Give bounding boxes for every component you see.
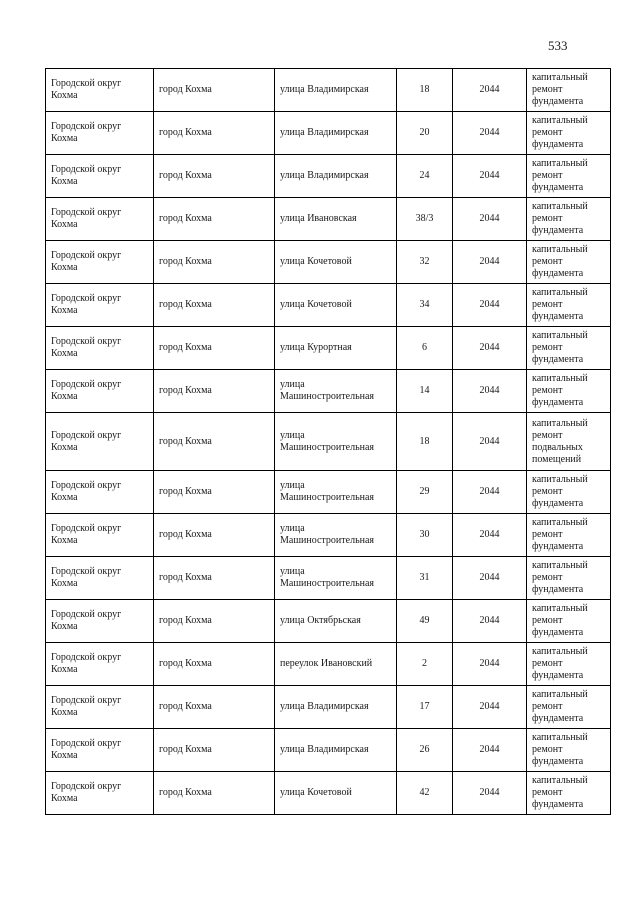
house-number-cell: 29	[397, 471, 453, 514]
house-number-cell: 30	[397, 514, 453, 557]
work-type-cell: капитальный ремонт фундамента	[527, 557, 611, 600]
city-cell: город Кохма	[154, 729, 275, 772]
district-cell: Городской округ Кохма	[46, 112, 154, 155]
year-cell: 2044	[453, 643, 527, 686]
city-cell: город Кохма	[154, 198, 275, 241]
street-cell: улица Кочетовой	[275, 241, 397, 284]
work-type-cell: капитальный ремонт фундамента	[527, 471, 611, 514]
work-type-cell: капитальный ремонт подвальных помещений	[527, 413, 611, 471]
district-cell: Городской округ Кохма	[46, 155, 154, 198]
city-cell: город Кохма	[154, 557, 275, 600]
table-row	[46, 241, 611, 284]
street-cell: улица Владимирская	[275, 155, 397, 198]
house-number-cell: 20	[397, 112, 453, 155]
district-cell: Городской округ Кохма	[46, 643, 154, 686]
year-cell: 2044	[453, 413, 527, 471]
table-row	[46, 514, 611, 557]
year-cell: 2044	[453, 112, 527, 155]
work-type-cell: капитальный ремонт фундамента	[527, 772, 611, 815]
table-row	[46, 557, 611, 600]
page-number: 533	[548, 38, 568, 53]
year-cell: 2044	[453, 772, 527, 815]
year-cell: 2044	[453, 600, 527, 643]
house-number-cell: 38/3	[397, 198, 453, 241]
district-cell: Городской округ Кохма	[46, 514, 154, 557]
city-cell: город Кохма	[154, 241, 275, 284]
work-type-cell: капитальный ремонт фундамента	[527, 241, 611, 284]
work-type-cell: капитальный ремонт фундамента	[527, 155, 611, 198]
district-cell: Городской округ Кохма	[46, 600, 154, 643]
house-number-cell: 14	[397, 370, 453, 413]
year-cell: 2044	[453, 327, 527, 370]
house-number-cell: 18	[397, 413, 453, 471]
year-cell: 2044	[453, 686, 527, 729]
district-cell: Городской округ Кохма	[46, 413, 154, 471]
district-cell: Городской округ Кохма	[46, 327, 154, 370]
year-cell: 2044	[453, 557, 527, 600]
year-cell: 2044	[453, 370, 527, 413]
district-cell: Городской округ Кохма	[46, 772, 154, 815]
table-row	[46, 600, 611, 643]
city-cell: город Кохма	[154, 370, 275, 413]
street-cell: улица Кочетовой	[275, 284, 397, 327]
year-cell: 2044	[453, 284, 527, 327]
year-cell: 2044	[453, 69, 527, 112]
street-cell: переулок Ивановский	[275, 643, 397, 686]
table-row	[46, 686, 611, 729]
city-cell: город Кохма	[154, 284, 275, 327]
work-type-cell: капитальный ремонт фундамента	[527, 112, 611, 155]
house-number-cell: 17	[397, 686, 453, 729]
work-type-cell: капитальный ремонт фундамента	[527, 729, 611, 772]
work-type-cell: капитальный ремонт фундамента	[527, 643, 611, 686]
table-row	[46, 643, 611, 686]
district-cell: Городской округ Кохма	[46, 198, 154, 241]
house-number-cell: 34	[397, 284, 453, 327]
street-cell: улица Курортная	[275, 327, 397, 370]
year-cell: 2044	[453, 155, 527, 198]
table-row	[46, 413, 611, 471]
registry-table	[45, 68, 611, 815]
house-number-cell: 32	[397, 241, 453, 284]
street-cell: улица Владимирская	[275, 69, 397, 112]
work-type-cell: капитальный ремонт фундамента	[527, 600, 611, 643]
city-cell: город Кохма	[154, 327, 275, 370]
house-number-cell: 24	[397, 155, 453, 198]
year-cell: 2044	[453, 514, 527, 557]
street-cell: улица Владимирская	[275, 686, 397, 729]
registry-table-body	[46, 69, 611, 815]
house-number-cell: 6	[397, 327, 453, 370]
district-cell: Городской округ Кохма	[46, 241, 154, 284]
district-cell: Городской округ Кохма	[46, 471, 154, 514]
table-row	[46, 155, 611, 198]
city-cell: город Кохма	[154, 155, 275, 198]
year-cell: 2044	[453, 471, 527, 514]
house-number-cell: 2	[397, 643, 453, 686]
district-cell: Городской округ Кохма	[46, 686, 154, 729]
work-type-cell: капитальный ремонт фундамента	[527, 370, 611, 413]
work-type-cell: капитальный ремонт фундамента	[527, 284, 611, 327]
district-cell: Городской округ Кохма	[46, 284, 154, 327]
street-cell: улица Владимирская	[275, 729, 397, 772]
district-cell: Городской округ Кохма	[46, 69, 154, 112]
city-cell: город Кохма	[154, 514, 275, 557]
city-cell: город Кохма	[154, 471, 275, 514]
district-cell: Городской округ Кохма	[46, 370, 154, 413]
street-cell: улица Машиностроительная	[275, 514, 397, 557]
work-type-cell: капитальный ремонт фундамента	[527, 69, 611, 112]
district-cell: Городской округ Кохма	[46, 729, 154, 772]
work-type-cell: капитальный ремонт фундамента	[527, 686, 611, 729]
table-row	[46, 471, 611, 514]
year-cell: 2044	[453, 729, 527, 772]
work-type-cell: капитальный ремонт фундамента	[527, 327, 611, 370]
table-row	[46, 198, 611, 241]
table-row	[46, 729, 611, 772]
city-cell: город Кохма	[154, 413, 275, 471]
table-row	[46, 370, 611, 413]
street-cell: улица Кочетовой	[275, 772, 397, 815]
work-type-cell: капитальный ремонт фундамента	[527, 198, 611, 241]
street-cell: улица Машиностроительная	[275, 370, 397, 413]
street-cell: улица Октябрьская	[275, 600, 397, 643]
table-row	[46, 69, 611, 112]
house-number-cell: 42	[397, 772, 453, 815]
city-cell: город Кохма	[154, 772, 275, 815]
city-cell: город Кохма	[154, 643, 275, 686]
house-number-cell: 18	[397, 69, 453, 112]
city-cell: город Кохма	[154, 686, 275, 729]
house-number-cell: 31	[397, 557, 453, 600]
city-cell: город Кохма	[154, 600, 275, 643]
table-row	[46, 284, 611, 327]
house-number-cell: 49	[397, 600, 453, 643]
year-cell: 2044	[453, 198, 527, 241]
city-cell: город Кохма	[154, 69, 275, 112]
street-cell: улица Машиностроительная	[275, 557, 397, 600]
district-cell: Городской округ Кохма	[46, 557, 154, 600]
house-number-cell: 26	[397, 729, 453, 772]
street-cell: улица Машиностроительная	[275, 471, 397, 514]
street-cell: улица Владимирская	[275, 112, 397, 155]
year-cell: 2044	[453, 241, 527, 284]
work-type-cell: капитальный ремонт фундамента	[527, 514, 611, 557]
table-row	[46, 112, 611, 155]
city-cell: город Кохма	[154, 112, 275, 155]
street-cell: улица Машиностроительная	[275, 413, 397, 471]
table-row	[46, 327, 611, 370]
table-row	[46, 772, 611, 815]
street-cell: улица Ивановская	[275, 198, 397, 241]
